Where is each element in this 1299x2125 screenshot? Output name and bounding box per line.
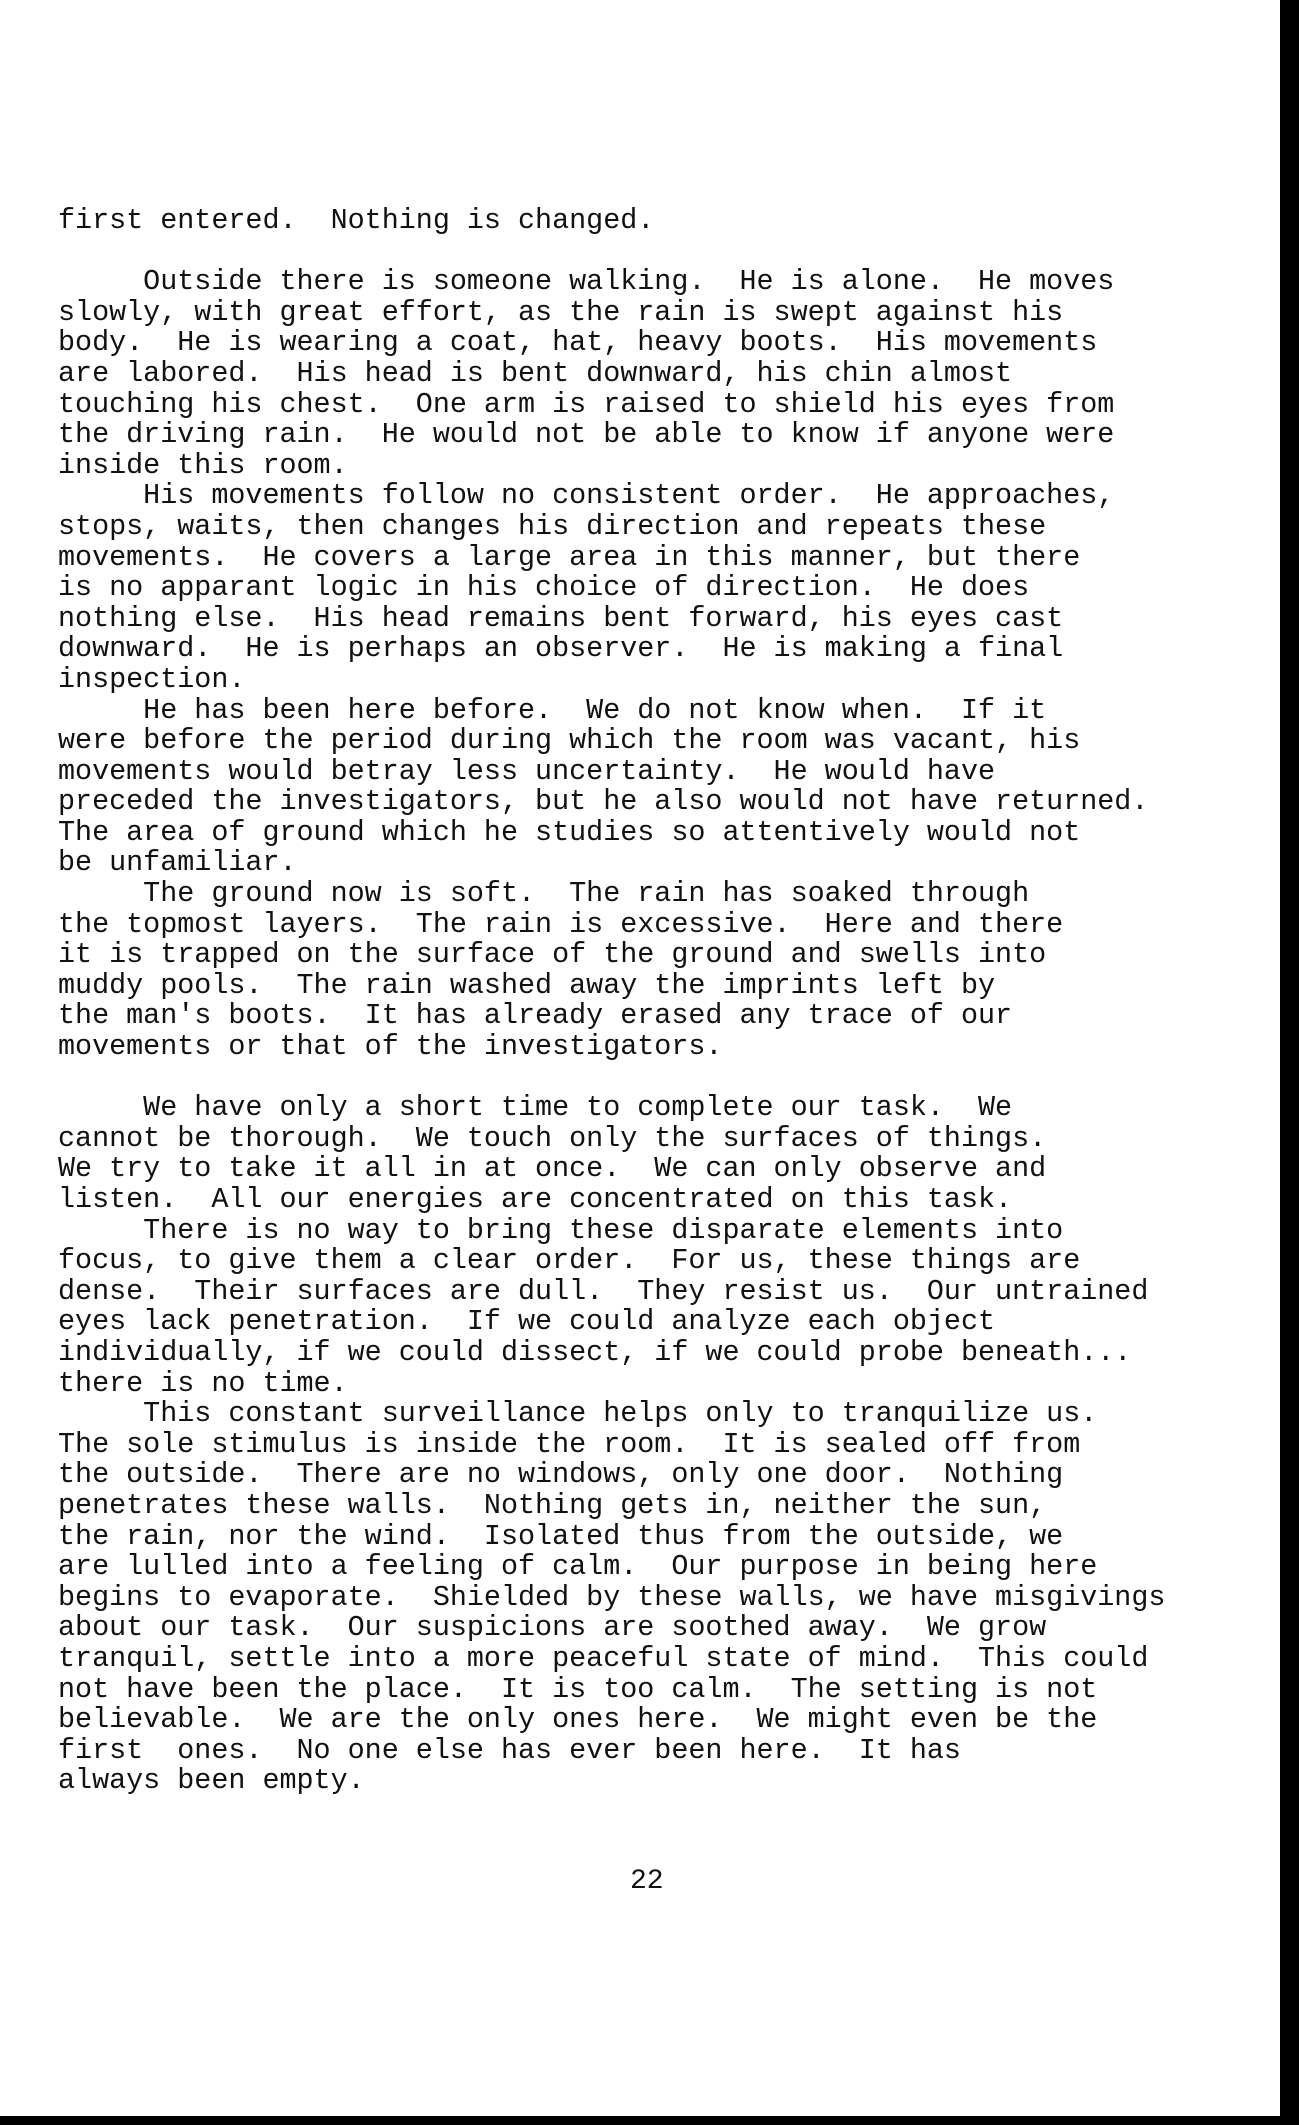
text-line: about our task. Our suspicions are soothed away. We grow: [58, 1611, 1047, 1645]
text-line: There is no way to bring these disparate elements into: [58, 1213, 1064, 1247]
text-line: He has been here before. We do not know when. If it: [58, 693, 1047, 727]
text-line: nothing else. His head remains bent forward, his eyes cast: [58, 601, 1064, 635]
text-line: are labored. His head is bent downward, his chin almost: [58, 356, 1013, 390]
text-line: This constant surveillance helps only to tranquilize us.: [58, 1397, 1098, 1431]
text-line: We have only a short time to complete our task. We: [58, 1091, 1013, 1125]
text-line: eyes lack penetration. If we could analyze each object: [58, 1305, 996, 1339]
page-number: 22: [630, 1866, 664, 1897]
text-line: cannot be thorough. We touch only the surfaces of things.: [58, 1121, 1047, 1155]
text-line: touching his chest. One arm is raised to shield his eyes from: [58, 387, 1115, 421]
text-line: are lulled into a feeling of calm. Our purpose in being here: [58, 1550, 1098, 1584]
scan-edge-right: [1280, 0, 1299, 2125]
text-line: listen. All our energies are concentrated on this task.: [58, 1183, 1013, 1216]
text-line: body. He is wearing a coat, hat, heavy boots. His movements: [58, 326, 1098, 360]
text-line: penetrates these walls. Nothing gets in, neither the sun,: [58, 1488, 1047, 1522]
text-line: the topmost layers. The rain is excessive. Here and there: [58, 907, 1064, 941]
text-line: always been empty.: [58, 1764, 365, 1798]
text-line: were before the period during which the room was vacant, his: [58, 724, 1081, 758]
text-line: inspection.: [58, 662, 246, 696]
text-line: His movements follow no consistent order. He approaches,: [58, 479, 1115, 513]
scan-edge-bottom: [0, 2116, 1299, 2125]
final-section: [58, 1093, 1258, 1797]
paragraph-gap: [58, 1063, 1258, 1094]
text-line: dense. Their surfaces are dull. They resist us. Our untrained: [58, 1274, 1149, 1308]
text-line: first entered. Nothing is changed.: [58, 204, 655, 237]
text-line: first ones. No one else has ever been here. It has: [58, 1733, 961, 1767]
text-line: begins to evaporate. Shielded by these walls, we have misgivings: [58, 1580, 1166, 1614]
text-line: We try to take it all in at once. We can only observe and: [58, 1152, 1047, 1186]
text-line: inside this room.: [58, 448, 348, 482]
text-line: the man's boots. It has already erased any trace of our: [58, 999, 1013, 1033]
text-line: movements. He covers a large area in this manner, but there: [58, 540, 1081, 574]
text-line: The area of ground which he studies so attentively would not: [58, 815, 1081, 849]
text-line: it is trapped on the surface of the ground and swells into: [58, 938, 1047, 972]
text-line: the rain, nor the wind. Isolated thus from the outside, we: [58, 1519, 1064, 1553]
text-line: preceded the investigators, but he also would not have returned.: [58, 785, 1149, 819]
opening-lines: [58, 206, 1258, 237]
text-line: the driving rain. He would not be able to know if anyone were: [58, 418, 1115, 452]
text-line: Outside there is someone walking. He is alone. He moves: [58, 265, 1115, 299]
text-line: is no apparant logic in his choice of direction. He does: [58, 571, 1030, 605]
text-line: there is no time.: [58, 1366, 348, 1400]
text-line: believable. We are the only ones here. We might even be the: [58, 1703, 1098, 1737]
text-line: slowly, with great effort, as the rain is swept against his: [58, 295, 1064, 329]
text-line: stops, waits, then changes his direction and repeats these: [58, 509, 1047, 543]
text-line: be unfamiliar.: [58, 846, 297, 880]
paragraph-gap: [58, 237, 1258, 268]
text-line: tranquil, settle into a more peaceful state of mind. This could: [58, 1641, 1149, 1675]
text-line: movements or that of the investigators.: [58, 1030, 723, 1064]
text-line: the outside. There are no windows, only one door. Nothing: [58, 1458, 1064, 1492]
text-line: downward. He is perhaps an observer. He is making a final: [58, 632, 1064, 666]
body-text: [58, 206, 1258, 1797]
text-line: muddy pools. The rain washed away the imprints left by: [58, 968, 996, 1002]
text-line: The sole stimulus is inside the room. It is sealed off from: [58, 1427, 1081, 1461]
text-line: focus, to give them a clear order. For us, these things are: [58, 1244, 1081, 1278]
middle-section: [58, 267, 1258, 1062]
text-line: not have been the place. It is too calm. The setting is not: [58, 1672, 1098, 1706]
text-line: individually, if we could dissect, if we could probe beneath...: [58, 1335, 1132, 1369]
text-line: The ground now is soft. The rain has soaked through: [58, 877, 1030, 911]
text-line: movements would betray less uncertainty. He would have: [58, 754, 996, 788]
